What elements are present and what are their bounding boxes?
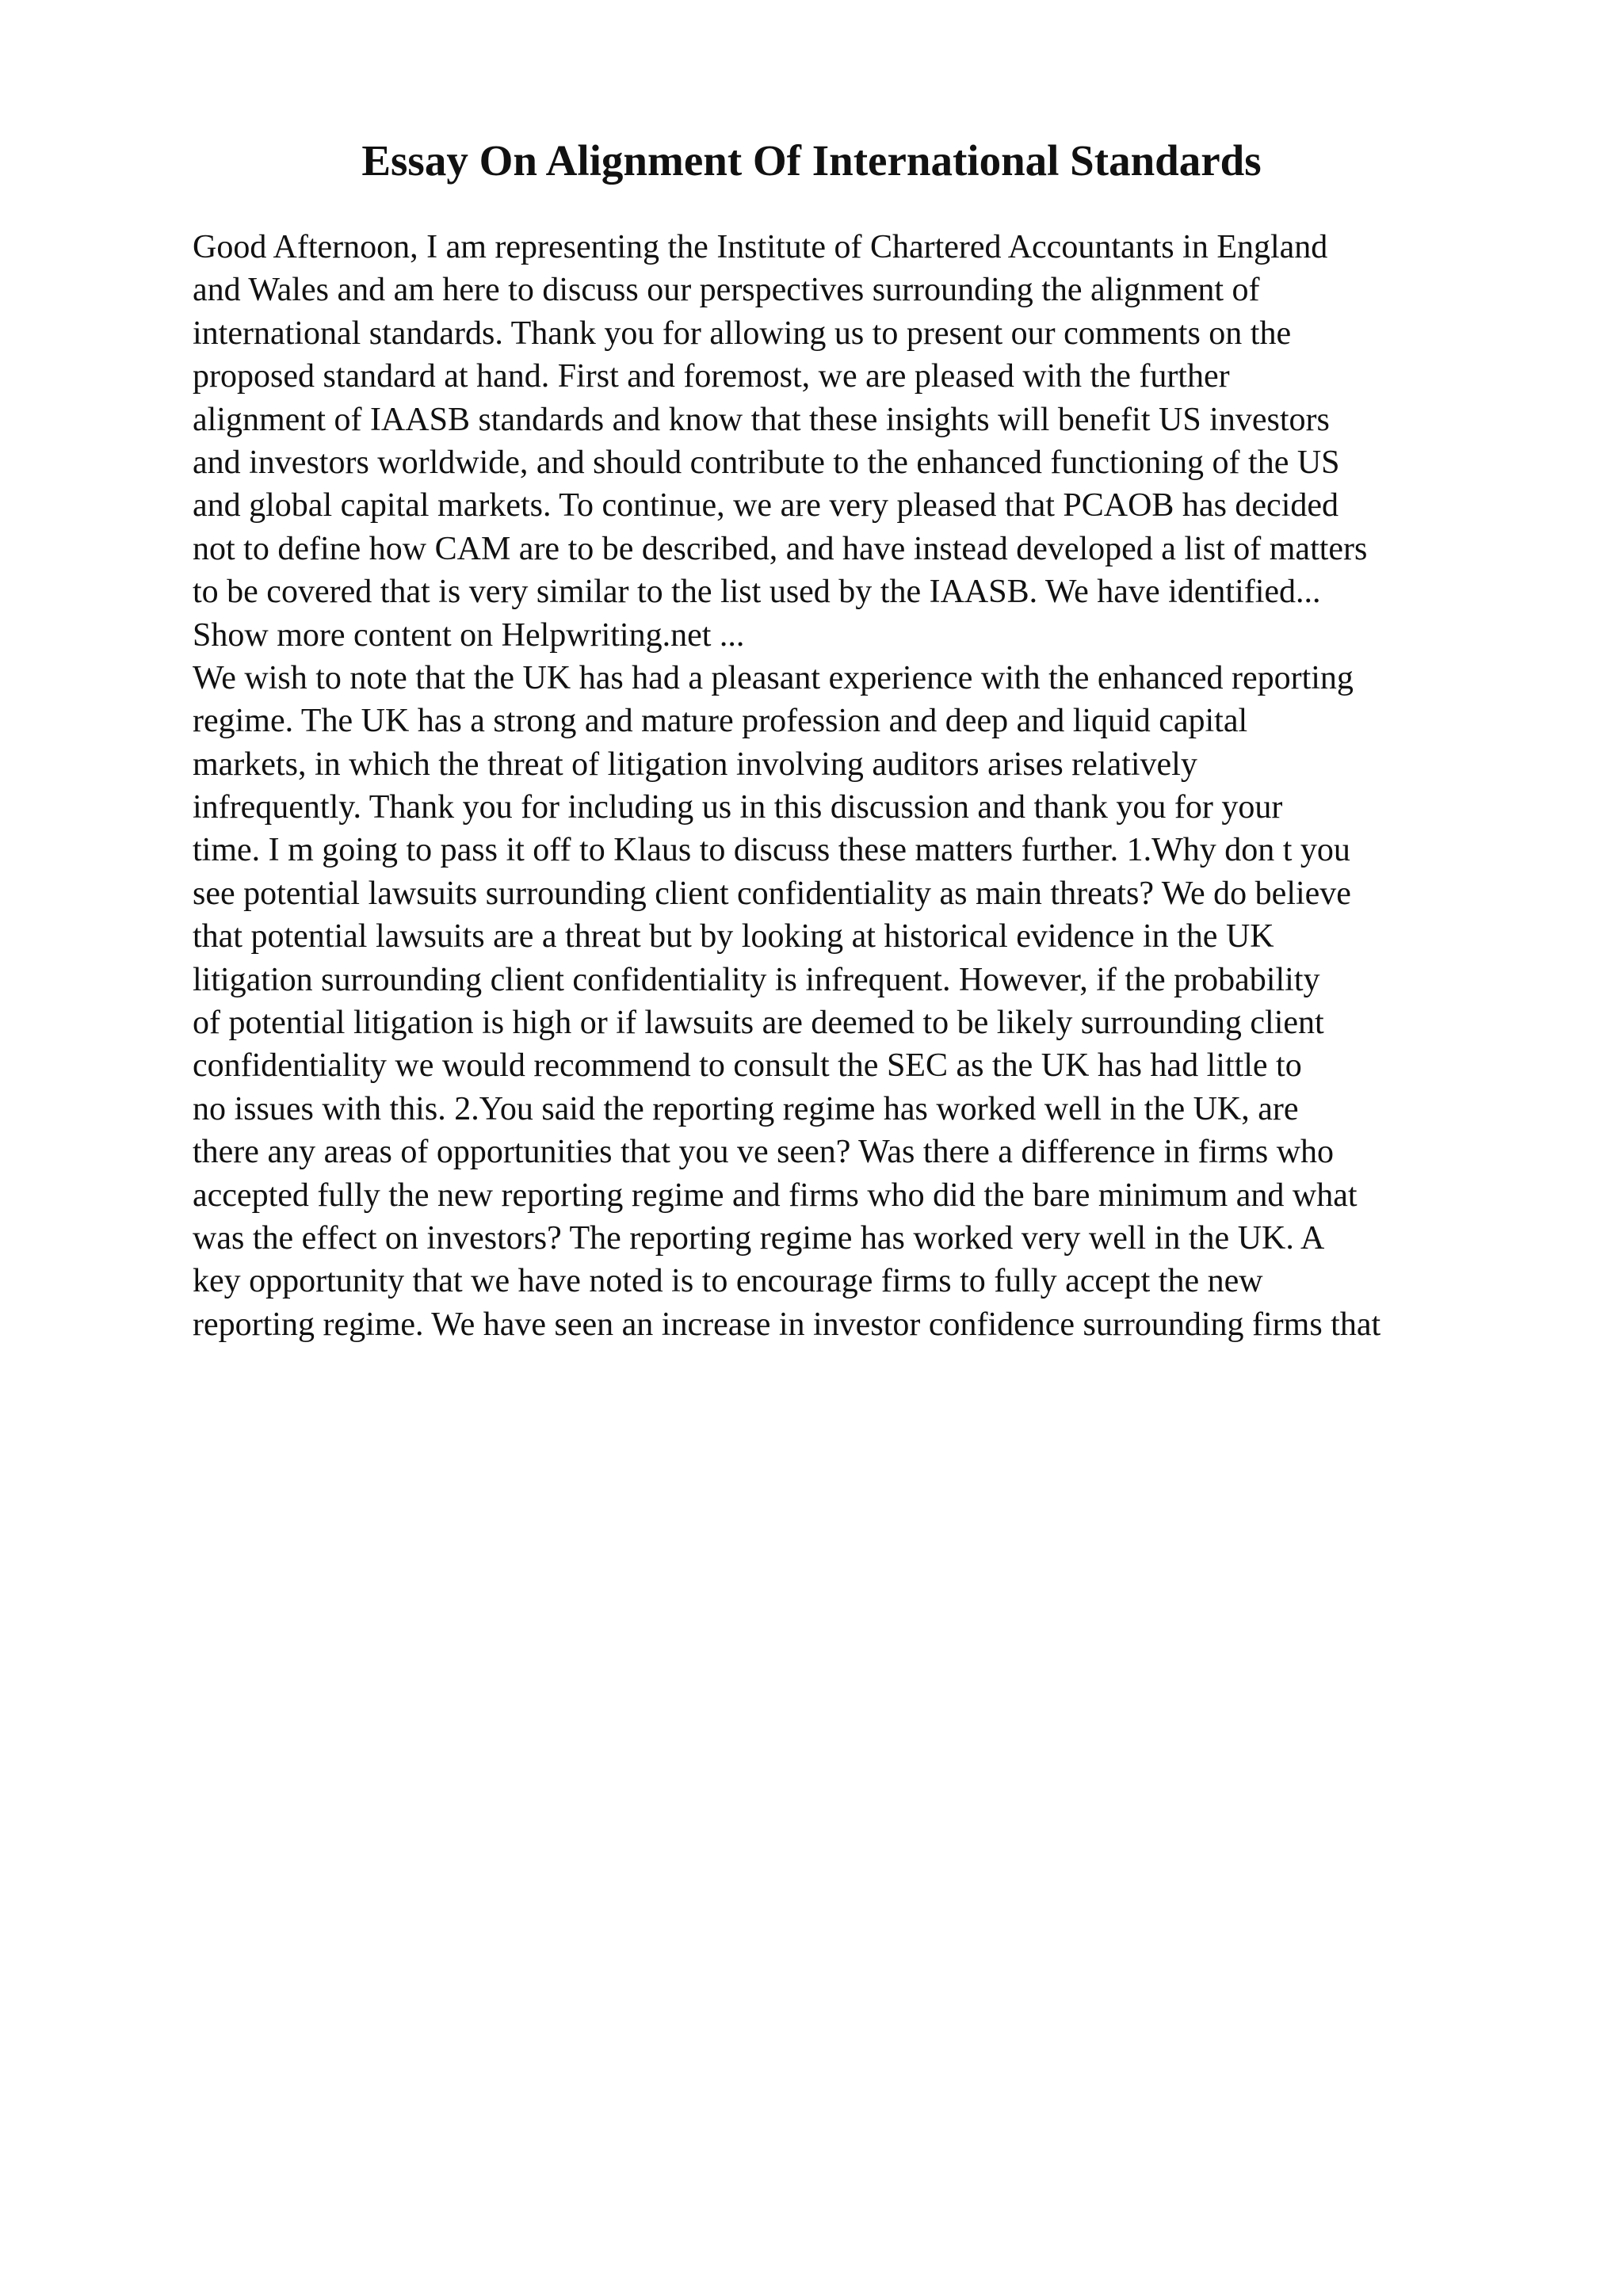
body-line: see potential lawsuits surrounding client confidentiality as main threats? We do believe [193,875,1351,912]
body-line: infrequently. Thank you for including us in this discussion and thank you for your [193,789,1283,826]
body-line: international standards. Thank you for allowing us to present our comments on the [193,315,1292,352]
body-line: confidentiality we would recommend to consult the SEC as the UK has had little to [193,1047,1302,1085]
body-line: and global capital markets. To continue, we are very pleased that PCAOB has decided [193,487,1339,524]
body-line: of potential litigation is high or if lawsuits are deemed to be likely surrounding client [193,1005,1324,1042]
body-line: no issues with this. 2.You said the reporting regime has worked well in the UK, are [193,1090,1299,1127]
body-line: litigation surrounding client confidentiality is infrequent. However, if the probability [193,961,1320,998]
document-body [193,226,1587,1346]
body-line: alignment of IAASB standards and know that these insights will benefit US investors [193,401,1330,438]
body-line: accepted fully the new reporting regime and firms who did the bare minimum and what [193,1177,1358,1214]
body-line: was the effect on investors? The reporting regime has worked very well in the UK. A [193,1219,1325,1257]
body-line: to be covered that is very similar to the list used by the IAASB. We have identified... [193,574,1321,611]
body-line: Good Afternoon, I am representing the Institute of Chartered Accountants in England [193,229,1328,265]
body-line: there any areas of opportunities that you ve seen? Was there a difference in firms who [193,1134,1335,1171]
body-line: that potential lawsuits are a threat but by looking at historical evidence in the UK [193,918,1274,955]
body-line: key opportunity that we have noted is to encourage firms to fully accept the new [193,1263,1263,1300]
body-line: and investors worldwide, and should contribute to the enhanced functioning of the US [193,444,1340,481]
body-line: proposed standard at hand. First and foremost, we are pleased with the further [193,358,1230,395]
body-line: and Wales and am here to discuss our perspectives surrounding the alignment of [193,272,1260,309]
body-line: We wish to note that the UK has had a pleasant experience with the enhanced reporting [193,659,1354,696]
body-line: reporting regime. We have seen an increase in investor confidence surrounding firms that [193,1306,1381,1343]
body-line: time. I m going to pass it off to Klaus to discuss these matters further. 1.Why don t you [193,832,1350,869]
document-title: Essay On Alignment Of International Standards [361,136,1262,185]
body-line: not to define how CAM are to be described, and have instead developed a list of matters [193,530,1368,567]
body-line: markets, in which the threat of litigation involving auditors arises relatively [193,746,1197,783]
body-line: regime. The UK has a strong and mature profession and deep and liquid capital [193,703,1248,740]
show-more-line: Show more content on Helpwriting.net ... [193,616,745,654]
